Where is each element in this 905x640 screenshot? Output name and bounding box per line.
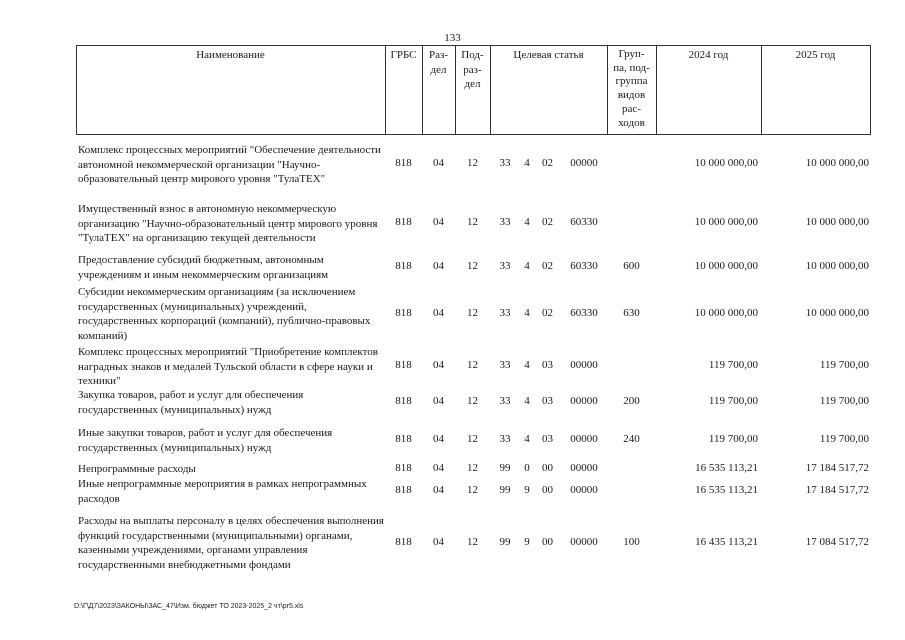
cell-amount-2025: 10 000 000,00: [805, 260, 869, 272]
cell-amount-2024: 119 700,00: [708, 395, 758, 407]
cell-name: Имущественный взнос в автономную некоммерческую организацию "Научно-образовательный центр мирового уровня "ТулаТЕХ" на организацию текущей деятельности: [78, 203, 378, 244]
cell-target-direction: 00000: [570, 359, 598, 371]
file-path-footer: D:\Г\Д7\2023\ЗАКОНЫ\ЗАС_47\Изм. бюджет ТО 2023-2025_2 чт\pr5.xls: [74, 603, 304, 610]
cell-target-direction: 60330: [570, 260, 598, 272]
cell-amount-2024: 16 535 113,21: [695, 484, 758, 496]
cell-target-program: 33: [499, 260, 511, 272]
cell-expense-group: 100: [623, 536, 640, 548]
cell-name: Субсидии некоммерческим организациям (за исключением государственных (муниципальных) учреждений, государственных корпораций (компаний), публично-правовых компаний): [78, 286, 371, 342]
cell-name: Комплекс процессных мероприятий "Приобретение комплектов наградных знаков и медалей Тульской области в сфере науки и техники": [78, 346, 378, 387]
cell-target-type: 4: [524, 260, 530, 272]
cell-grbs: 818: [395, 462, 412, 474]
cell-target-direction: 00000: [570, 433, 598, 445]
cell-grbs: 818: [395, 260, 412, 272]
header-name: Наименование: [196, 49, 265, 61]
cell-target-type: 4: [524, 307, 530, 319]
cell-podrazdel: 12: [467, 484, 478, 496]
cell-target-subtype: 00: [542, 462, 553, 474]
cell-target-direction: 00000: [570, 157, 598, 169]
cell-target-direction: 00000: [570, 536, 598, 548]
cell-target-program: 33: [499, 433, 511, 445]
cell-name: Непрограммные расходы: [78, 463, 196, 475]
cell-amount-2024: 10 000 000,00: [694, 307, 758, 319]
table-row: [76, 143, 871, 187]
cell-target-program: 33: [499, 307, 511, 319]
cell-target-type: 9: [524, 484, 530, 496]
header-target-article: Целевая статья: [513, 49, 584, 61]
cell-name: Предоставление субсидий бюджетным, автономным учреждениям и иным некоммерческим организациям: [78, 254, 329, 281]
cell-target-type: 4: [524, 433, 530, 445]
header-bottom-border: [76, 134, 871, 135]
cell-amount-2025: 17 084 517,72: [805, 536, 869, 548]
cell-name: Комплекс процессных мероприятий "Обеспечение деятельности автономной некоммерческой организации "Научно-образовательный центр мирового уровня "ТулаТЕХ": [78, 144, 381, 185]
cell-razdel: 04: [433, 157, 444, 169]
cell-target-program: 33: [499, 157, 511, 169]
table-row: [76, 426, 871, 455]
cell-amount-2025: 17 184 517,72: [805, 462, 869, 474]
cell-target-subtype: 02: [542, 307, 553, 319]
header-razdel: Раз- дел: [428, 49, 448, 76]
cell-amount-2025: 10 000 000,00: [805, 307, 869, 319]
cell-podrazdel: 12: [467, 433, 478, 445]
cell-amount-2024: 16 535 113,21: [695, 462, 758, 474]
cell-podrazdel: 12: [467, 359, 478, 371]
cell-podrazdel: 12: [467, 395, 478, 407]
cell-amount-2025: 119 700,00: [819, 395, 869, 407]
cell-target-program: 99: [499, 484, 511, 496]
header-2024: 2024 год: [688, 49, 729, 61]
table-row: [76, 253, 871, 282]
cell-razdel: 04: [433, 462, 444, 474]
header-expense-group: Груп- па, под- группа видов рас- ходов: [613, 48, 650, 129]
table-row: [76, 345, 871, 389]
cell-target-subtype: 00: [542, 536, 553, 548]
cell-razdel: 04: [433, 395, 444, 407]
cell-grbs: 818: [395, 536, 412, 548]
table-header: [76, 45, 871, 135]
cell-target-program: 33: [499, 216, 511, 228]
cell-grbs: 818: [395, 433, 412, 445]
cell-podrazdel: 12: [467, 462, 478, 474]
cell-target-subtype: 02: [542, 157, 553, 169]
cell-target-subtype: 02: [542, 216, 553, 228]
cell-expense-group: 200: [623, 395, 640, 407]
cell-amount-2024: 10 000 000,00: [694, 216, 758, 228]
cell-razdel: 04: [433, 307, 444, 319]
cell-name: Иные закупки товаров, работ и услуг для обеспечения государственных (муниципальных) нужд: [78, 427, 333, 454]
header-podrazdel: Под- раз- дел: [461, 49, 484, 90]
cell-target-type: 0: [524, 462, 530, 474]
cell-razdel: 04: [433, 260, 444, 272]
table-row: [76, 477, 871, 506]
cell-grbs: 818: [395, 395, 412, 407]
cell-target-program: 99: [499, 462, 511, 474]
cell-target-type: 4: [524, 157, 530, 169]
cell-expense-group: 600: [623, 260, 640, 272]
table-row: [76, 202, 871, 246]
cell-podrazdel: 12: [467, 216, 478, 228]
cell-target-type: 4: [524, 359, 530, 371]
cell-amount-2025: 17 184 517,72: [805, 484, 869, 496]
cell-target-direction: 00000: [570, 395, 598, 407]
cell-target-direction: 60330: [570, 216, 598, 228]
table-row: [76, 514, 871, 572]
cell-grbs: 818: [395, 359, 412, 371]
cell-target-subtype: 02: [542, 260, 553, 272]
page-number: 133: [444, 32, 461, 44]
cell-grbs: 818: [395, 157, 412, 169]
header-grbs: ГРБС: [390, 49, 417, 61]
table-row: [76, 285, 871, 343]
cell-target-subtype: 03: [542, 359, 553, 371]
cell-expense-group: 240: [623, 433, 640, 445]
table-row: [76, 462, 871, 477]
cell-razdel: 04: [433, 216, 444, 228]
cell-amount-2025: 10 000 000,00: [805, 157, 869, 169]
cell-name: Иные непрограммные мероприятия в рамках непрограммных расходов: [78, 478, 367, 505]
col-divider: [870, 45, 871, 135]
cell-amount-2024: 10 000 000,00: [694, 157, 758, 169]
table-row: [76, 388, 871, 417]
header-top-border: [76, 45, 871, 46]
cell-amount-2024: 119 700,00: [708, 359, 758, 371]
cell-podrazdel: 12: [467, 157, 478, 169]
cell-target-program: 99: [499, 536, 511, 548]
cell-amount-2025: 10 000 000,00: [805, 216, 869, 228]
cell-podrazdel: 12: [467, 307, 478, 319]
header-2025: 2025 год: [795, 49, 836, 61]
cell-amount-2024: 16 435 113,21: [695, 536, 758, 548]
cell-grbs: 818: [395, 307, 412, 319]
cell-expense-group: 630: [623, 307, 640, 319]
cell-razdel: 04: [433, 484, 444, 496]
cell-grbs: 818: [395, 216, 412, 228]
cell-target-direction: 00000: [570, 484, 598, 496]
cell-podrazdel: 12: [467, 260, 478, 272]
cell-razdel: 04: [433, 359, 444, 371]
cell-amount-2024: 10 000 000,00: [694, 260, 758, 272]
cell-target-type: 4: [524, 216, 530, 228]
cell-target-program: 33: [499, 359, 511, 371]
cell-target-subtype: 03: [542, 395, 553, 407]
cell-target-subtype: 03: [542, 433, 553, 445]
cell-amount-2024: 119 700,00: [708, 433, 758, 445]
cell-target-direction: 60330: [570, 307, 598, 319]
cell-target-direction: 00000: [570, 462, 598, 474]
cell-amount-2025: 119 700,00: [819, 433, 869, 445]
cell-amount-2025: 119 700,00: [819, 359, 869, 371]
cell-podrazdel: 12: [467, 536, 478, 548]
cell-target-program: 33: [499, 395, 511, 407]
cell-target-subtype: 00: [542, 484, 553, 496]
cell-target-type: 4: [524, 395, 530, 407]
cell-name: Закупка товаров, работ и услуг для обеспечения государственных (муниципальных) нужд: [78, 389, 304, 416]
cell-name: Расходы на выплаты персоналу в целях обеспечения выполнения функций государственными (муниципальными) органами, казенными учреждениями, органами управления государственными внебюджетными фондами: [78, 515, 384, 571]
cell-razdel: 04: [433, 536, 444, 548]
cell-target-type: 9: [524, 536, 530, 548]
cell-razdel: 04: [433, 433, 444, 445]
cell-grbs: 818: [395, 484, 412, 496]
